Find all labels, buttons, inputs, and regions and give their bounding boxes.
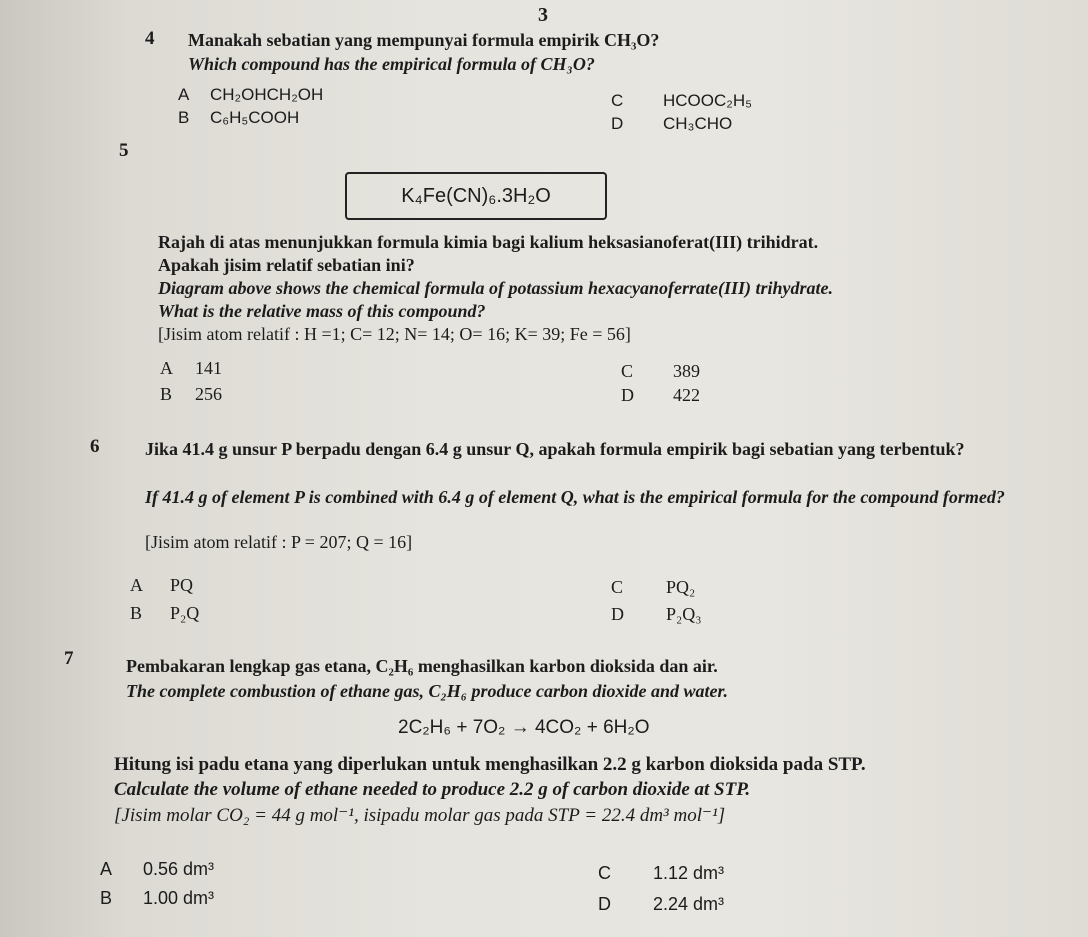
question-4-option-b-text: C₆H₅COOH	[210, 108, 300, 127]
question-6-option-a-letter: A	[130, 575, 143, 595]
question-6-option-b-letter: B	[130, 603, 143, 623]
question-7-option-a-text: 0.56 dm³	[143, 859, 215, 879]
question-6-option-d-text: P₂Q₃	[666, 604, 702, 624]
question-7-option-c-text: 1.12 dm³	[653, 863, 725, 883]
question-7-molar-note: [Jisim molar CO₂ = 44 g mol⁻¹, isipadu molar gas pada STP = 22.4 dm³ mol⁻¹]	[114, 805, 726, 826]
question-6-option-c-letter: C	[611, 577, 624, 597]
question-7-option-b-letter: B	[100, 888, 113, 908]
question-4-option-a-text: CH₂OHCH₂OH	[210, 85, 324, 104]
question-7-malay-question: Hitung isi padu etana yang diperlukan untuk menghasilkan 2.2 g karbon dioksida pada STP.	[114, 754, 866, 775]
question-5-english-question: What is the relative mass of this compound?	[158, 301, 486, 321]
question-5-malay-question: Apakah jisim relatif sebatian ini?	[158, 255, 415, 275]
question-5-option-d-text: 422	[673, 385, 700, 405]
question-5-option-b-letter: B	[160, 384, 173, 404]
question-4-english: Which compound has the empirical formula of CH₃O?	[188, 54, 595, 74]
question-6-option-d-letter: D	[611, 604, 624, 624]
question-7-option-d-text: 2.24 dm³	[653, 894, 725, 914]
question-5-malay: Rajah di atas menunjukkan formula kimia bagi kalium heksasianoferat(III) trihidrat.	[158, 232, 819, 252]
question-7-option-d-letter: D	[598, 894, 611, 914]
question-7-option-a-letter: A	[100, 859, 113, 879]
question-7-malay: Pembakaran lengkap gas etana, C₂H₆ menghasilkan karbon dioksida dan air.	[126, 656, 718, 676]
question-5-option-c-text: 389	[673, 361, 700, 381]
formula-box: K₄Fe(CN)₆.3H₂O	[345, 172, 607, 220]
question-7-option-c-letter: C	[598, 863, 611, 883]
question-6-option-c-text: PQ₂	[666, 577, 696, 597]
question-4-number: 4	[145, 28, 155, 49]
question-7-english: The complete combustion of ethane gas, C₂H₆ produce carbon dioxide and water.	[126, 681, 729, 701]
question-4-option-d-text: CH₃CHO	[663, 114, 733, 133]
question-4-option-c-letter: C	[611, 91, 624, 110]
question-6-english: If 41.4 g of element P is combined with 6.4 g of element Q, what is the empirical formula for the compound formed?	[145, 487, 1005, 507]
question-5-atomic-mass-note: [Jisim atom relatif : H =1; C= 12; N= 14; O= 16; K= 39; Fe = 56]	[158, 324, 631, 344]
page-number: 3	[538, 4, 548, 26]
question-6-atomic-mass-note: [Jisim atom relatif : P = 207; Q = 16]	[145, 532, 413, 552]
question-6-malay: Jika 41.4 g unsur P berpadu dengan 6.4 g unsur Q, apakah formula empirik bagi sebatian yang terbentuk?	[145, 439, 965, 459]
question-4-malay: Manakah sebatian yang mempunyai formula empirik CH₃O?	[188, 30, 660, 50]
question-5-english: Diagram above shows the chemical formula of potassium hexacyanoferrate(III) trihydrate.	[158, 278, 833, 298]
question-6-number: 6	[90, 436, 100, 457]
question-5-option-c-letter: C	[621, 361, 634, 381]
question-5-option-a-text: 141	[195, 358, 222, 378]
question-4-option-a-letter: A	[178, 85, 190, 104]
question-4-option-b-letter: B	[178, 108, 190, 127]
question-6-option-a-text: PQ	[170, 575, 194, 595]
question-7-english-question: Calculate the volume of ethane needed to produce 2.2 g of carbon dioxide at STP.	[114, 779, 751, 800]
combustion-equation: 2C₂H₆ + 7O₂ → 4CO₂ + 6H₂O	[398, 717, 650, 738]
question-5-option-a-letter: A	[160, 358, 173, 378]
question-4-option-c-text: HCOOC₂H₅	[663, 91, 753, 110]
question-5-option-b-text: 256	[195, 384, 222, 404]
question-4-option-d-letter: D	[611, 114, 624, 133]
question-6-option-b-text: P₂Q	[170, 603, 200, 623]
question-7-option-b-text: 1.00 dm³	[143, 888, 215, 908]
question-7-number: 7	[64, 648, 74, 669]
question-5-number: 5	[119, 140, 129, 161]
question-5-option-d-letter: D	[621, 385, 634, 405]
